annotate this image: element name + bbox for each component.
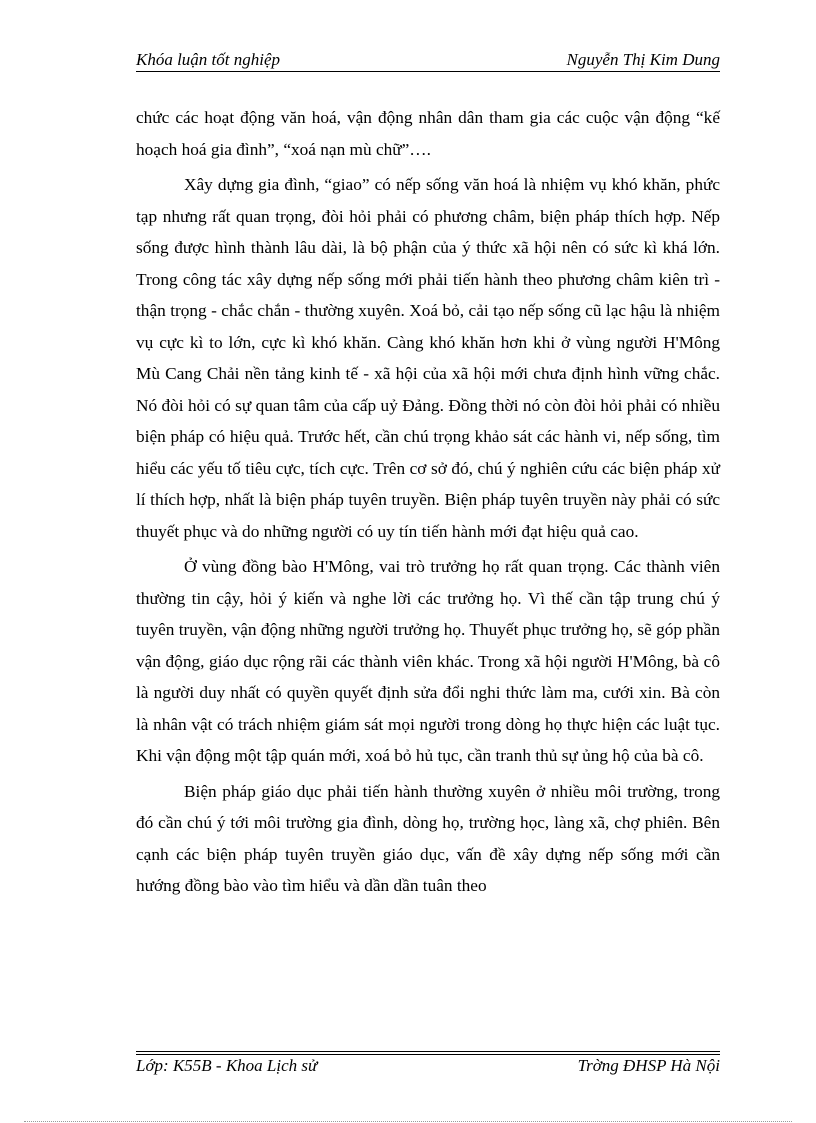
paragraph: Xây dựng gia đình, “giao” có nếp sống văn hoá là nhiệm vụ khó khăn, phức tạp nhưng rất quan trọng, đòi hỏi phải có phương châm, biện pháp thích hợp. Nếp sống được hình thành lâu dài, là bộ phận của ý thức xã hội nên có sức kì khá lớn. Trong công tác xây dựng nếp sống mới phải tiến hành theo phương châm kiên trì - thận trọng - chắc chắn - thường xuyên. Xoá bỏ, cải tạo nếp sống cũ lạc hậu là nhiệm vụ cực kì to lớn, cực kì khó khăn. Càng khó khăn hơn khi ở vùng người H'Mông Mù Cang Chải nền tảng kinh tế - xã hội của xã hội mới chưa định hình vững chắc. Nó đòi hỏi có sự quan tâm của cấp uỷ Đảng. Đồng thời nó còn đòi hỏi phải có nhiều biện pháp có hiệu quả. Trước hết, cần chú trọng khảo sát các hành vi, nếp sống, tìm hiểu các yếu tố tiêu cực, tích cực. Trên cơ sở đó, chú ý nghiên cứu các biện pháp xử lí thích hợp, nhất là biện pháp tuyên truyền. Biện pháp tuyên truyền này phải có sức thuyết phục và do những người có uy tín tiến hành mới đạt hiệu quả cao. xyxy=(136,175,720,541)
page-header xyxy=(136,50,720,72)
paragraph: Ở vùng đồng bào H'Mông, vai trò trưởng họ rất quan trọng. Các thành viên thường tin cậy, hỏi ý kiến và nghe lời các trưởng họ. Vì thế cần tập trung chú ý tuyên truyền, vận động những người trưởng họ. Thuyết phục trưởng họ, sẽ góp phần vận động, giáo dục rộng rãi các thành viên khác. Trong xã hội người H'Mông, bà cô là người duy nhất có quyền quyết định sửa đổi nghi thức làm ma, cưới xin. Bà còn là nhân vật có trách nhiệm giám sát mọi người trong dòng họ thực hiện các luật tục. Khi vận động một tập quán mới, xoá bỏ hủ tục, cần tranh thủ sự ủng hộ của bà cô. xyxy=(136,557,720,765)
header-thesis-label: Khóa luận tốt nghiệp xyxy=(136,50,281,69)
footer-school-label: Trờng ĐHSP Hà Nội xyxy=(577,1056,720,1075)
page-footer xyxy=(136,1056,720,1078)
header-divider xyxy=(136,71,720,72)
header-author-name: Nguyễn Thị Kim Dung xyxy=(566,50,720,69)
footer-class-label: Lớp: K55B - Khoa Lịch sử xyxy=(136,1056,318,1075)
footer-divider-top xyxy=(136,1051,720,1052)
footer-divider-bottom xyxy=(136,1054,720,1055)
paragraph-continuation: chức các hoạt động văn hoá, vận động nhân dân tham gia các cuộc vận động “kế hoạch hoá gia đình”, “xoá nạn mù chữ”…. xyxy=(136,108,720,159)
paragraph: Biện pháp giáo dục phải tiến hành thường xuyên ở nhiều môi trường, trong đó cần chú ý tới môi trường gia đình, dòng họ, trường học, làng xã, chợ phiên. Bên cạnh các biện pháp tuyên truyền giáo dục, vấn đề xây dựng nếp sống mới cần hướng đồng bào vào tìm hiểu và dần dần tuân theo xyxy=(136,781,720,895)
body-text xyxy=(136,102,720,906)
page-edge-divider xyxy=(24,1121,792,1122)
